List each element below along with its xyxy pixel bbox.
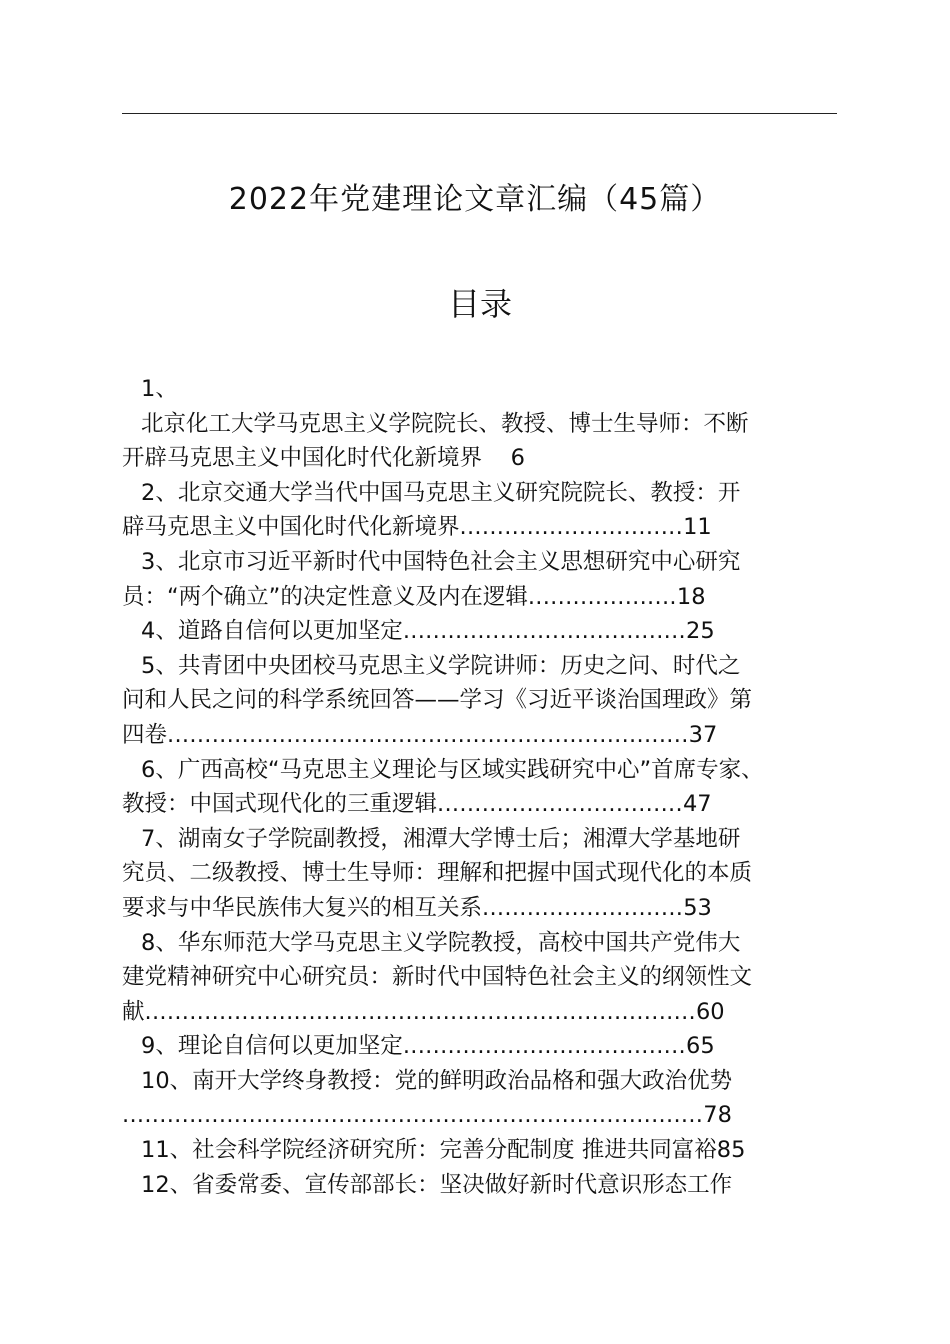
- toc-page-number: 85: [716, 1137, 746, 1164]
- toc-line[interactable]: [122, 476, 862, 511]
- toc-list: [122, 372, 862, 1202]
- toc-entry-text: 9、理论自信何以更加坚定: [141, 1033, 403, 1060]
- toc-leader-dots: ..........................................................................: [144, 998, 696, 1025]
- toc-entry-text: 究员、二级教授、博士生导师：理解和把握中国式现代化的本质: [122, 860, 753, 887]
- toc-page-number: 11: [683, 514, 712, 541]
- toc-leader-dots: ......................................................................: [167, 721, 689, 748]
- toc-line[interactable]: [122, 407, 862, 442]
- toc-entry-text: 10、南开大学终身教授：党的鲜明政治品格和强大政治优势: [141, 1067, 733, 1094]
- toc-line[interactable]: [122, 683, 862, 718]
- toc-line[interactable]: [122, 1098, 862, 1133]
- toc-line[interactable]: [122, 822, 862, 857]
- toc-leader-dots: ......................................: [402, 618, 687, 645]
- toc-leader-dots: .................................: [437, 791, 683, 818]
- toc-page-number: 47: [682, 791, 712, 818]
- toc-line[interactable]: [122, 580, 862, 615]
- toc-entry-text: 问和人民之问的科学系统回答——学习《习近平谈治国理政》第: [122, 687, 753, 714]
- toc-entry-text: 要求与中华民族伟大复兴的相互关系: [122, 894, 483, 921]
- toc-line[interactable]: [122, 753, 862, 788]
- toc-line[interactable]: [122, 995, 862, 1030]
- toc-entry-text: 12、省委常委、宣传部部长：坚决做好新时代意识形态工作: [141, 1171, 733, 1198]
- toc-leader-dots: ......................................: [402, 1033, 687, 1060]
- toc-entry-text: 建党精神研究中心研究员：新时代中国特色社会主义的纲领性文: [122, 964, 753, 991]
- toc-page-number: 78: [703, 1102, 732, 1129]
- toc-line[interactable]: [122, 787, 862, 822]
- toc-entry-text: 辟马克思主义中国化时代化新境界: [122, 514, 460, 541]
- toc-line[interactable]: [122, 649, 862, 684]
- toc-line[interactable]: [122, 1029, 862, 1064]
- toc-entry-text: 3、北京市习近平新时代中国特色社会主义思想研究中心研究: [141, 548, 741, 575]
- toc-line[interactable]: [122, 926, 862, 961]
- toc-page-number: 18: [676, 583, 706, 610]
- header-rule: [122, 113, 837, 114]
- toc-entry-text: 北京化工大学马克思主义学院院长、教授、博士生导师：不断: [141, 410, 749, 437]
- toc-line[interactable]: [122, 1064, 862, 1099]
- toc-entry-text: 11、社会科学院经济研究所：完善分配制度 推进共同富裕: [141, 1137, 717, 1164]
- toc-entry-text: 7、湖南女子学院副教授，湘潭大学博士后；湘潭大学基地研: [141, 825, 741, 852]
- document-title: 2022年党建理论文章汇编（45篇）: [228, 182, 722, 217]
- toc-page-number: 60: [695, 998, 725, 1025]
- toc-page-number: 65: [686, 1033, 715, 1060]
- toc-line[interactable]: [122, 372, 862, 407]
- toc-page-number: 53: [683, 894, 712, 921]
- toc-entry-text: 献: [122, 998, 145, 1025]
- toc-line[interactable]: [122, 891, 862, 926]
- toc-entry-text: 1、: [141, 376, 178, 402]
- toc-line[interactable]: [122, 1133, 862, 1168]
- toc-entry-text: 5、共青团中央团校马克思主义学院讲师：历史之问、时代之: [141, 652, 741, 679]
- toc-leader-dots: ...........................: [482, 894, 684, 921]
- toc-line[interactable]: [122, 1168, 862, 1203]
- toc-page-number: 6: [482, 445, 525, 472]
- toc-entry-text: 四卷: [122, 721, 168, 748]
- toc-leader-dots: ....................: [527, 583, 677, 610]
- toc-leader-dots: ..............................................................................: [122, 1102, 704, 1129]
- toc-entry-text: 8、华东师范大学马克思主义学院教授，高校中国共产党伟大: [141, 929, 741, 956]
- toc-entry-text: 4、道路自信何以更加坚定: [141, 618, 403, 645]
- toc-line[interactable]: [122, 441, 862, 476]
- toc-entry-text: 6、广西高校“马克思主义理论与区域实践研究中心”首席专家、: [141, 756, 764, 783]
- toc-line[interactable]: [122, 856, 862, 891]
- toc-page-number: 37: [688, 721, 718, 748]
- toc-line[interactable]: [122, 510, 862, 545]
- toc-entry-text: 教授：中国式现代化的三重逻辑: [122, 791, 438, 818]
- toc-page-number: 25: [686, 618, 715, 645]
- toc-line[interactable]: [122, 545, 862, 580]
- toc-entry-text: 2、北京交通大学当代中国马克思主义研究院院长、教授：开: [141, 479, 741, 506]
- toc-line[interactable]: [122, 718, 862, 753]
- toc-line[interactable]: [122, 960, 862, 995]
- toc-entry-text: 员：“两个确立”的决定性意义及内在逻辑: [122, 583, 528, 610]
- toc-heading: 目录: [447, 285, 512, 323]
- toc-line[interactable]: [122, 614, 862, 649]
- toc-leader-dots: ..............................: [459, 514, 684, 541]
- toc-entry-text: 开辟马克思主义中国化时代化新境界: [122, 445, 483, 472]
